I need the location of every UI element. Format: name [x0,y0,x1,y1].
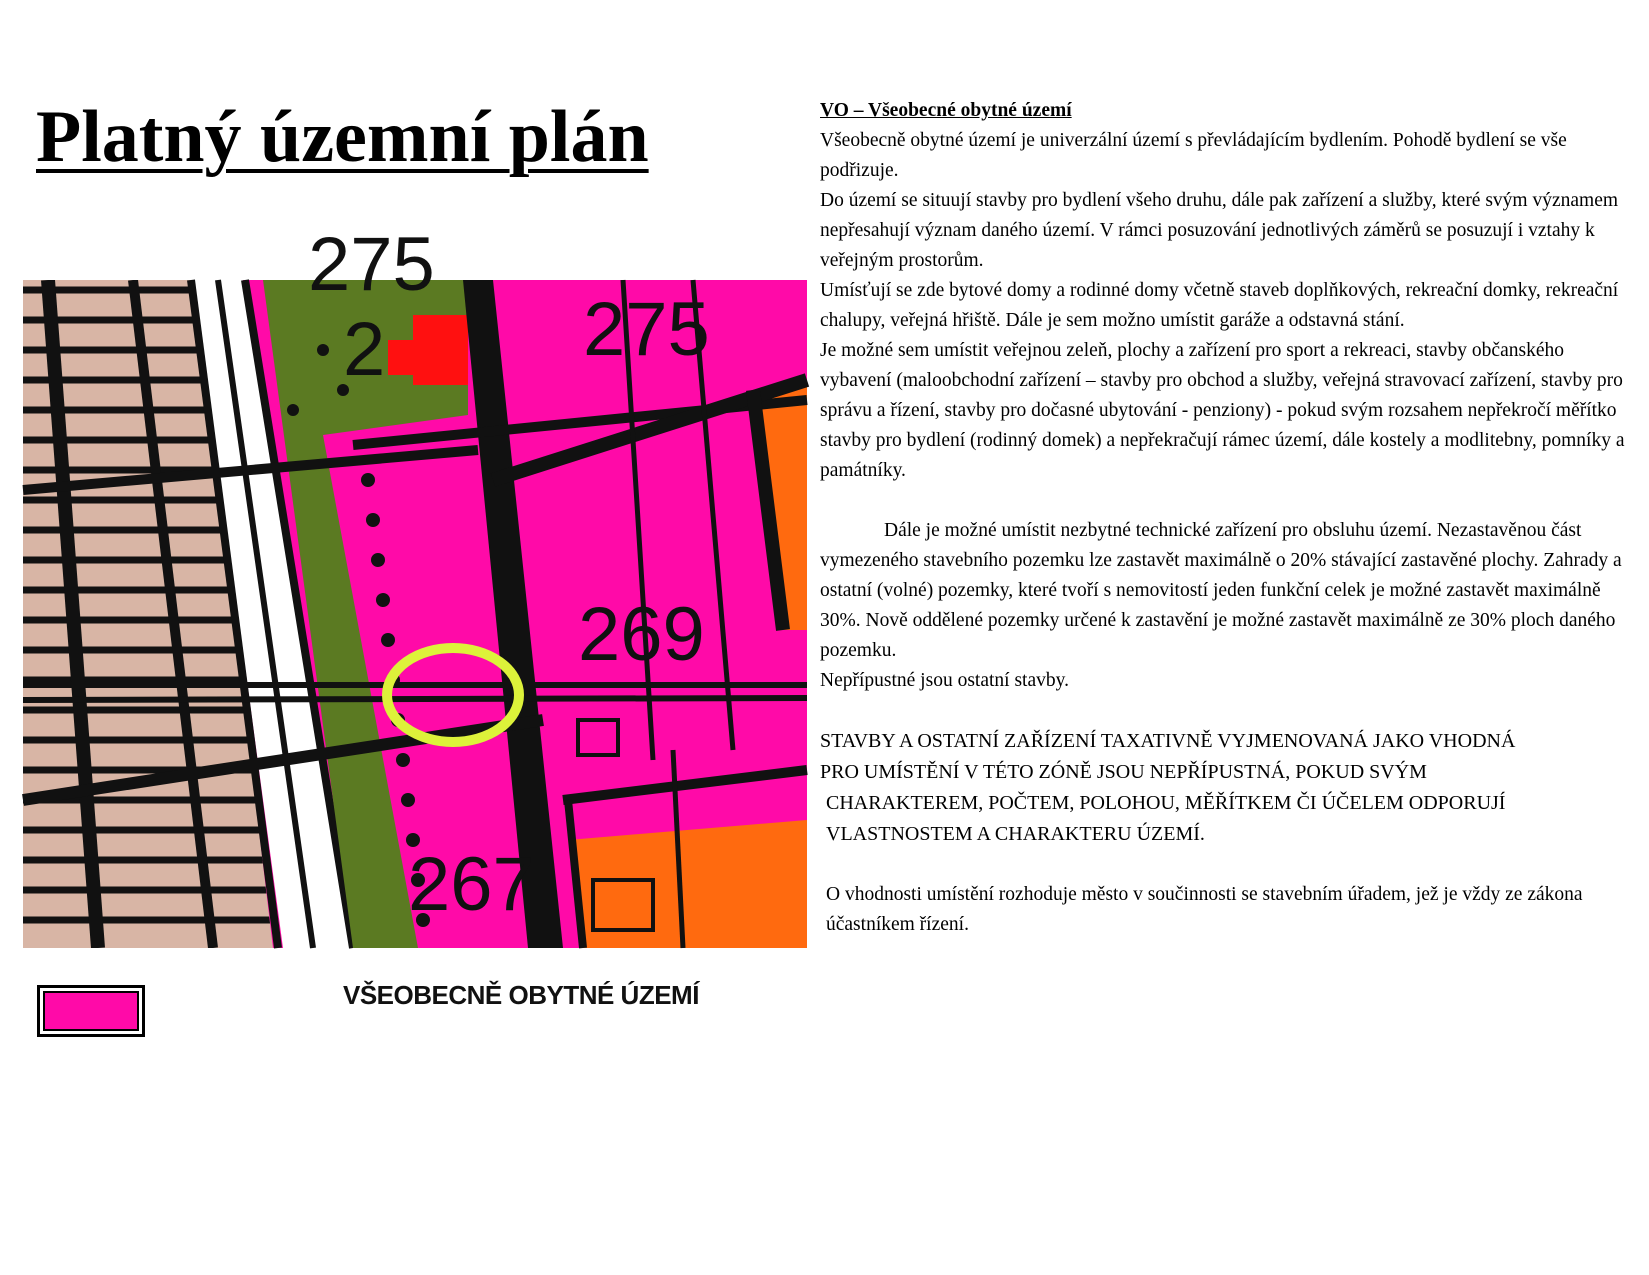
parcel-label: 275 [308,222,435,307]
caps-line: STAVBY A OSTATNÍ ZAŘÍZENÍ TAXATIVNĚ VYJMENOVANÁ JAKO VHODNÁ [820,730,1516,752]
legend-swatch [37,985,145,1037]
paragraph: O vhodnosti umístění rozhoduje město v součinnosti se stavebním úřadem, jež je vždy ze zákona účastníkem řízení. [826,884,1583,935]
caps-line: VLASTNOSTEM A CHARAKTERU ÚZEMÍ. [826,823,1205,845]
page-title: Platný územní plán [36,96,649,178]
legend-label: VŠEOBECNĚ OBYTNÉ ÚZEMÍ [343,980,699,1010]
paragraph: Do území se situují stavby pro bydlení všeho druhu, dále pak zařízení a služby, které svým významem nepřesahují význam daného území. V rámci posuzování jednotlivých záměrů se posuzují i vztahy k veřejným prostorům. [820,190,1619,271]
regulation-text [820,96,1630,940]
parcel-label: 275 [583,287,710,372]
parcel-label: 267 [408,842,535,927]
caps-block [820,726,1630,850]
paragraph: Nepřípustné jsou ostatní stavby. [820,670,1069,691]
building [388,340,413,375]
caps-line: CHARAKTEREM, POČTEM, POLOHOU, MĚŘÍTKEM ČI ÚČELEM ODPORUJÍ [826,792,1506,814]
zoning-map [23,222,807,948]
paragraph: Umísťují se zde bytové domy a rodinné domy včetně staveb doplňkových, rekreační domky, rekreační chalupy, veřejná hřiště. Dále je sem možno umístit garáže a odstavná stání. [820,280,1619,331]
paragraph: Všeobecně obytné území je univerzální území s převládajícím bydlením. Pohodě bydlení se vše podřizuje. [820,130,1567,181]
parcel-label: 269 [578,592,705,677]
paragraph: Je možné sem umístit veřejnou zeleň, plochy a zařízení pro sport a rekreaci, stavby občanského vybavení (maloobchodní zařízení – stavby pro obchod a služby, veřejná stravovací zařízení, stavby pro správu a řízení, stavby pro dočasné ubytování - penziony) - pokud svým rozsahem nepřekročí měřítko stavby pro bydlení (rodinný domek) a nepřekračují rámec území, dále kostely a modlitebny, pomníky a památníky. [820,340,1625,481]
building [413,315,468,385]
parcel-label: 2 [343,307,386,392]
caps-line: PRO UMÍSTĚNÍ V TÉTO ZÓNĚ JSOU NEPŘÍPUSTNÁ, POKUD SVÝM [820,761,1427,783]
section-heading: VO – Všeobecné obytné území [820,100,1072,121]
paragraph: Dále je možné umístit nezbytné technické zařízení pro obsluhu území. Nezastavěnou část vymezeného stavebního pozemku lze zastavět maximálně o 20% stávající zastavěné plochy. Zahrady a ostatní (volné) pozemky, které tvoří s nemovitostí jeden funkční celek je možné zastavět maximálně 30%. Nově oddělené pozemky určené k zastavění je možné zastavět maximálně ze 30% ploch daného pozemku. [820,520,1622,661]
